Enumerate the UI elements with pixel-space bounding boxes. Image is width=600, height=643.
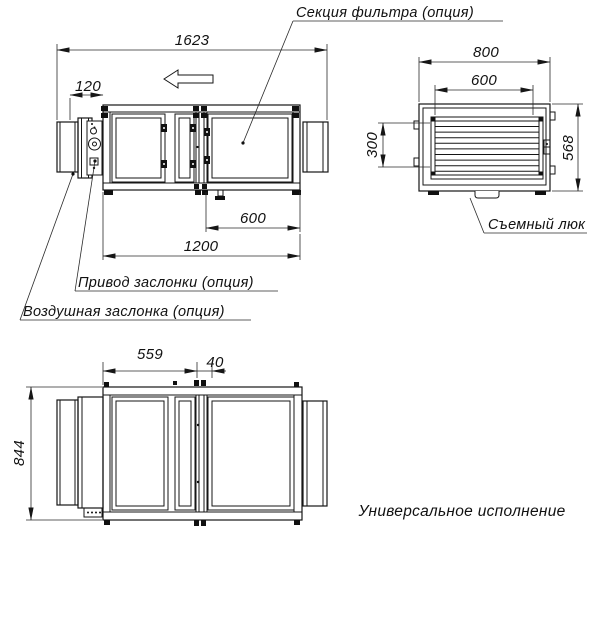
casing bbox=[101, 105, 301, 200]
panel-2 bbox=[208, 397, 294, 510]
label-removable-hatch bbox=[470, 198, 587, 233]
airflow-arrow-icon bbox=[164, 70, 213, 88]
louver-grille bbox=[431, 117, 543, 179]
dim-height bbox=[552, 104, 583, 191]
hinges bbox=[161, 124, 210, 168]
dim-body-length bbox=[103, 192, 300, 260]
inlet-duct-universal bbox=[57, 400, 78, 505]
dim-overall-height-text: 844 bbox=[11, 440, 28, 466]
dim-duct-height bbox=[364, 123, 430, 167]
dim-joint-text: 40 bbox=[206, 354, 224, 371]
dim-overall-text: 1623 bbox=[174, 32, 210, 49]
dim-damper-length bbox=[70, 78, 103, 120]
universal-view bbox=[11, 346, 327, 526]
transition-section bbox=[78, 397, 103, 517]
panel-mid bbox=[175, 397, 195, 510]
hatch-handle bbox=[475, 191, 499, 198]
panel-1 bbox=[112, 397, 168, 510]
right-tab bbox=[550, 112, 555, 120]
foot bbox=[428, 191, 439, 195]
dim-left-section-text: 559 bbox=[137, 346, 163, 363]
dim-left-section bbox=[103, 346, 197, 385]
dim-body-text: 1200 bbox=[183, 238, 219, 255]
dim-duct-height-text: 300 bbox=[364, 132, 381, 158]
left-tab bbox=[414, 158, 419, 166]
filter-panel bbox=[208, 114, 292, 182]
dim-damper-text: 120 bbox=[75, 78, 101, 95]
label-drive-text: Привод заслонки (опция) bbox=[78, 275, 254, 291]
damper-actuator-plate bbox=[87, 121, 102, 175]
inlet-duct bbox=[57, 122, 78, 172]
dim-duct-width-text: 600 bbox=[471, 72, 497, 89]
end-view bbox=[364, 44, 587, 233]
dim-filter-text: 600 bbox=[240, 210, 266, 227]
drain-fitting bbox=[215, 190, 225, 200]
label-filter-section bbox=[241, 5, 503, 145]
outlet-duct bbox=[303, 122, 328, 172]
latch bbox=[544, 140, 550, 154]
label-damper-text: Воздушная заслонка (опция) bbox=[23, 304, 225, 320]
label-hatch-text: Съемный люк bbox=[488, 217, 586, 233]
fan-panel bbox=[112, 114, 165, 182]
dim-height-text: 568 bbox=[560, 135, 577, 161]
caption-universal: Универсальное исполнение bbox=[358, 503, 566, 520]
dim-width-text: 800 bbox=[473, 44, 499, 61]
air-damper-section bbox=[78, 118, 102, 178]
casing-universal bbox=[103, 380, 302, 526]
right-tab bbox=[550, 166, 555, 174]
dim-duct-width bbox=[435, 72, 533, 115]
foot bbox=[535, 191, 546, 195]
outlet-duct-universal bbox=[303, 401, 327, 506]
label-filter-text: Секция фильтра (опция) bbox=[296, 5, 474, 21]
left-tab bbox=[414, 121, 419, 129]
dim-joint bbox=[197, 354, 226, 378]
